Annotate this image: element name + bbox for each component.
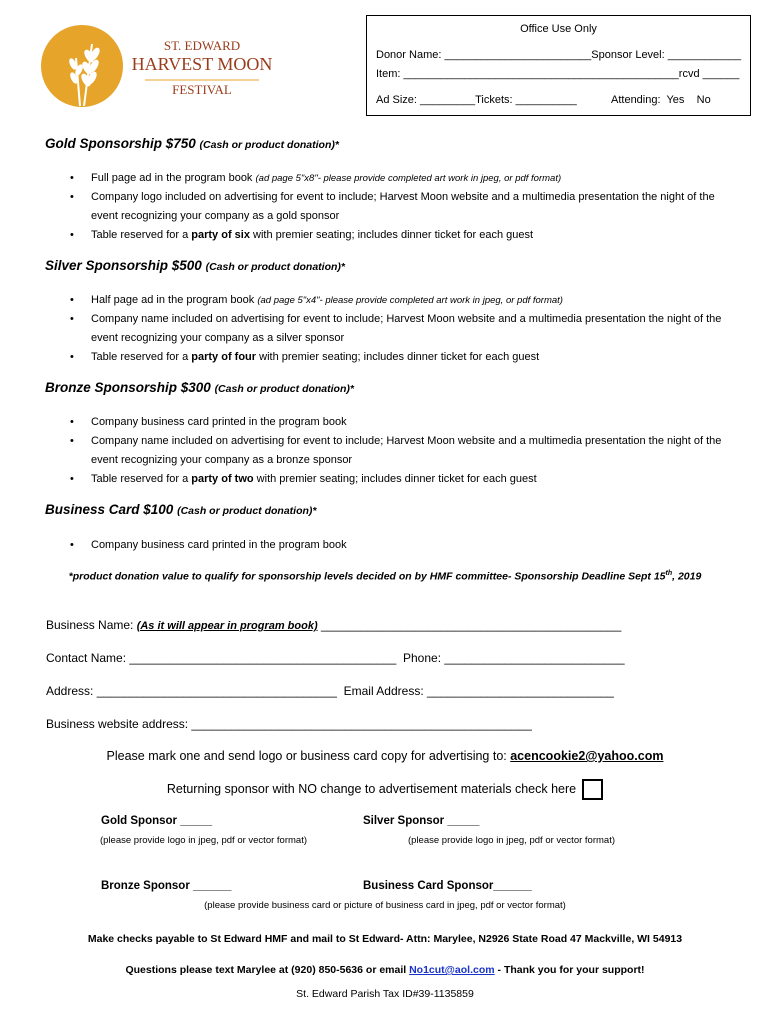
logo-line2: HARVEST MOON	[131, 54, 273, 74]
logo-line3: FESTIVAL	[172, 82, 232, 97]
silver-sponsor-choice[interactable]: Silver Sponsor _____	[363, 815, 480, 827]
business-card-note: (please provide business card or picture of business card in jpeg, pdf or vector format)	[204, 900, 566, 911]
website-field[interactable]: Business website address: ___________________________________________________	[46, 717, 532, 731]
harvest-moon-logo-icon	[40, 22, 290, 108]
mark-instruction: Please mark one and send logo or business card copy for advertising to: acencookie2@yahoo.com	[106, 749, 664, 763]
festival-logo	[40, 22, 290, 108]
business-name-field[interactable]: Business Name: (As it will appear in program book) _____________________________________________	[46, 618, 622, 632]
returning-label: Returning sponsor with NO change to advertisement materials check here	[166, 781, 577, 796]
donor-name-line: Donor Name: ________________________Sponsor Level: ____________	[376, 49, 742, 61]
questions-note: Questions please text Marylee at (920) 850-5636 or email No1cut@aol.com - Thank you for your support!	[125, 964, 645, 976]
list-item: • Full page ad in the program book (ad page 5"x8"- please provide completed art work in jpeg, or pdf format)	[70, 169, 740, 188]
office-use-box	[366, 15, 751, 116]
returning-checkbox[interactable]	[582, 779, 603, 800]
business-card-benefits	[70, 536, 740, 555]
gold-sponsor-choice[interactable]: Gold Sponsor _____	[101, 815, 213, 827]
donation-note: *product donation value to qualify for sponsorship levels decided on by HMF committee- Sponsorship Deadline Sept 15th, 2019	[68, 570, 702, 583]
silver-sponsor-note: (please provide logo in jpeg, pdf or vector format)	[408, 835, 615, 846]
list-item: • Table reserved for a party of two with premier seating; includes dinner ticket for each guest	[70, 470, 740, 489]
logo-line1: ST. EDWARD	[163, 38, 241, 53]
business-card-heading: Business Card $100 (Cash or product donation)*	[45, 502, 317, 517]
contact-phone-field[interactable]: Contact Name: ________________________________________ Phone: ___________________________	[46, 651, 625, 665]
returning-sponsor-row	[0, 779, 770, 800]
silver-heading: Silver Sponsorship $500 (Cash or product donation)*	[45, 258, 345, 273]
address-email-field[interactable]: Address: ____________________________________ Email Address: ____________________________	[46, 684, 614, 698]
list-item: • Table reserved for a party of six with premier seating; includes dinner ticket for each guest	[70, 226, 740, 245]
ad-size-line: Ad Size: _________Tickets: __________	[376, 94, 577, 106]
tax-id: St. Edward Parish Tax ID#39-1135859	[296, 988, 474, 1000]
silver-benefits	[70, 291, 740, 367]
bronze-sponsor-choice[interactable]: Bronze Sponsor ______	[101, 880, 232, 892]
office-title: Office Use Only	[520, 23, 597, 35]
item-line: Item: _____________________________________________rcvd ______	[376, 68, 740, 80]
attending-line: Attending: Yes No	[611, 94, 711, 106]
list-item: • Table reserved for a party of four with premier seating; includes dinner ticket for each guest	[70, 348, 740, 367]
gold-sponsor-note: (please provide logo in jpeg, pdf or vector format)	[100, 835, 307, 846]
list-item: • Half page ad in the program book (ad page 5"x4"- please provide completed art work in jpeg, or pdf format)	[70, 291, 740, 310]
business-card-sponsor-choice[interactable]: Business Card Sponsor______	[363, 880, 532, 892]
list-item: • Company business card printed in the program book	[70, 413, 740, 432]
gold-benefits	[70, 169, 740, 245]
list-item: • Company name included on advertising for event to include; Harvest Moon website and a multimedia presentation the night of the event recognizing your company as a silver sponsor	[70, 310, 740, 348]
list-item: • Company name included on advertising for event to include; Harvest Moon website and a multimedia presentation the night of the event recognizing your company as a bronze sponsor	[70, 432, 740, 470]
list-item: • Company business card printed in the program book	[70, 536, 740, 555]
bronze-benefits	[70, 413, 740, 489]
advertising-email-link[interactable]: acencookie2@yahoo.com	[510, 749, 664, 763]
list-item: • Company logo included on advertising for event to include; Harvest Moon website and a multimedia presentation the night of the event recognizing your company as a gold sponsor	[70, 188, 740, 226]
gold-heading: Gold Sponsorship $750 (Cash or product donation)*	[45, 136, 339, 151]
bronze-heading: Bronze Sponsorship $300 (Cash or product donation)*	[45, 380, 354, 395]
checks-payable-note: Make checks payable to St Edward HMF and mail to St Edward- Attn: Marylee, N2926 State Road 47 Mackville, WI 54913	[87, 933, 683, 945]
questions-email-link[interactable]: No1cut@aol.com	[409, 964, 495, 976]
